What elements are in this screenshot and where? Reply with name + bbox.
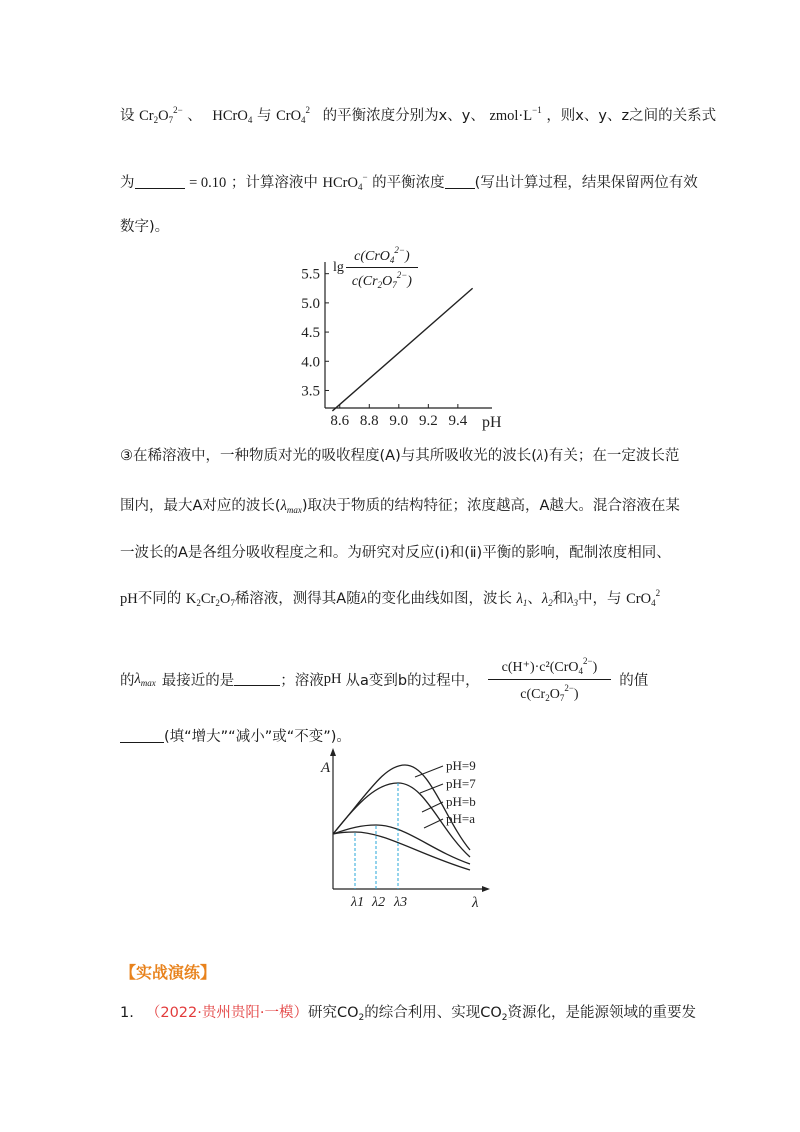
answer-blank[interactable] (120, 730, 164, 743)
text: ；计算溶液中 (230, 175, 318, 191)
para2-line5 (120, 656, 648, 703)
formula-k2cr2o7: $K_2Cr_2O_7$ (185, 591, 235, 608)
text: )有关；在一定波长范 (543, 448, 680, 464)
text: ③在稀溶液中，一种物质对光的吸收程度(A)与其所吸收光的波长( (120, 448, 537, 464)
lambda-max: $\lambda_{max}$ (280, 498, 302, 515)
text: 资源化，是能源领域的重要发 (507, 1005, 697, 1021)
text: 一波长的A是各组分吸收程度之和。为研究对反应(ⅰ)和(ⅱ)平衡的影响，配制浓度相同、 (120, 545, 671, 561)
text: 的平衡浓度分别为x、y、 (322, 108, 485, 124)
x-tick-label: 9.2 (418, 413, 438, 429)
text: 中，与 (577, 591, 622, 607)
question-number: 1. (120, 1005, 134, 1021)
formula-cr2o7: $Cr_2O_7^{2-}$ (139, 105, 183, 125)
legend-leader (424, 819, 443, 828)
absorbance-curve (333, 832, 470, 870)
text: 的综合利用、实现CO (364, 1005, 502, 1021)
text: )取决于物质的结构特征；浓度越高，A越大。混合溶液在某 (301, 498, 680, 514)
series-label: pH=7 (446, 776, 476, 791)
text: (填“增大”“减小”或“不变”)。 (164, 729, 351, 745)
text: 、 (187, 108, 202, 124)
ratio-fraction: $\frac{c(H^+)\cdot c^2(CrO_4^{2-})}{c(Cr_2O_7^{2-})}$ (488, 656, 612, 703)
formula-cro4: CrO$_4^2$ (626, 588, 661, 608)
text: 数字)。 (120, 219, 170, 235)
section-title: 【实战演练】 (120, 963, 217, 982)
y-axis-label: A (321, 760, 331, 776)
y-tick-label: 4.5 (301, 325, 320, 342)
question-1 (120, 1001, 696, 1023)
x-tick-label: 9.4 (448, 413, 468, 429)
text: 研究CO (307, 1005, 359, 1021)
chart1-ylabel (333, 245, 418, 290)
text: 的 (120, 673, 135, 689)
lambda-symbol: λ (536, 448, 544, 464)
text: ，则x、y、z之间的关系式 (546, 108, 717, 124)
lambda-max: $\lambda_{max}$ (134, 671, 156, 688)
lambda-1: $\lambda_1$ (516, 591, 528, 608)
para2-line2 (120, 494, 680, 515)
para2-line3 (120, 541, 671, 562)
text: 、 (527, 591, 542, 607)
text: 不同的 (137, 591, 182, 607)
text: 的平衡浓度 (372, 175, 445, 191)
series-label: pH=b (446, 794, 476, 809)
subscript: 2 (501, 1013, 508, 1023)
x-axis-label: λ (472, 895, 479, 911)
y-tick-label: 5.5 (301, 266, 320, 283)
text: (写出计算过程，结果保留两位有效 (474, 175, 698, 191)
formula-hcro4-ion: HCrO$_4$− (322, 172, 368, 192)
x-tick-label: λ1 (351, 895, 365, 910)
text: 的变化曲线如图，波长 (367, 591, 513, 607)
text: 最接近的是 (161, 673, 235, 689)
x-axis-label: pH (482, 414, 502, 431)
x-tick-label: λ2 (372, 895, 386, 910)
chart2-group (320, 748, 490, 911)
subscript: 2 (358, 1013, 365, 1023)
text: ；溶液 (280, 673, 324, 689)
series-label: pH=a (446, 811, 475, 826)
lambda-symbol: λ (360, 591, 368, 607)
ph-label: pH (323, 671, 342, 687)
x-tick-label: 8.6 (330, 413, 350, 429)
x-tick-label: 9.0 (389, 413, 409, 429)
x-axis-arrow (482, 886, 490, 892)
ph-label: pH (120, 591, 138, 607)
y-axis-arrow (330, 748, 336, 756)
ylabel-fraction: $\frac{c(CrO_4^{2-})}{c(Cr_2O_7^{2-})}$ (346, 245, 418, 290)
text: 的值 (619, 673, 649, 689)
lg-label: lg (333, 259, 344, 275)
y-tick-label: 4.0 (301, 354, 320, 371)
lambda-3: $\lambda_3$ (567, 591, 578, 608)
text: 围内，最大A对应的波长( (120, 498, 281, 514)
formula-cro4: CrO$_4^2$ (276, 105, 311, 125)
para2-line1 (120, 444, 679, 465)
unit: $zmol\cdot L^{-1}$ (489, 105, 542, 124)
para2-line4 (120, 587, 660, 608)
text: 和 (552, 591, 568, 607)
equation: = 0.10 (189, 175, 227, 191)
text: 从a变到b的过程中， (345, 673, 480, 689)
formula-hcro4: HCrO$_4$ (212, 108, 253, 125)
lambda-2: $\lambda_2$ (541, 591, 553, 608)
y-tick-label: 5.0 (301, 295, 320, 312)
text: 与 (256, 108, 272, 124)
y-tick-label: 3.5 (301, 383, 320, 400)
text: 设 (120, 108, 135, 124)
para2-line6 (120, 725, 351, 746)
x-tick-label: λ3 (394, 895, 408, 910)
text: 稀溶液，测得其A随 (234, 591, 361, 607)
series-line (332, 288, 472, 411)
answer-blank[interactable] (234, 673, 280, 686)
series-label: pH=9 (446, 758, 476, 773)
x-tick-label: 8.8 (359, 413, 379, 429)
question-source: （2022·贵州贵阳·一模） (145, 1005, 308, 1021)
text: 为 (120, 175, 135, 191)
